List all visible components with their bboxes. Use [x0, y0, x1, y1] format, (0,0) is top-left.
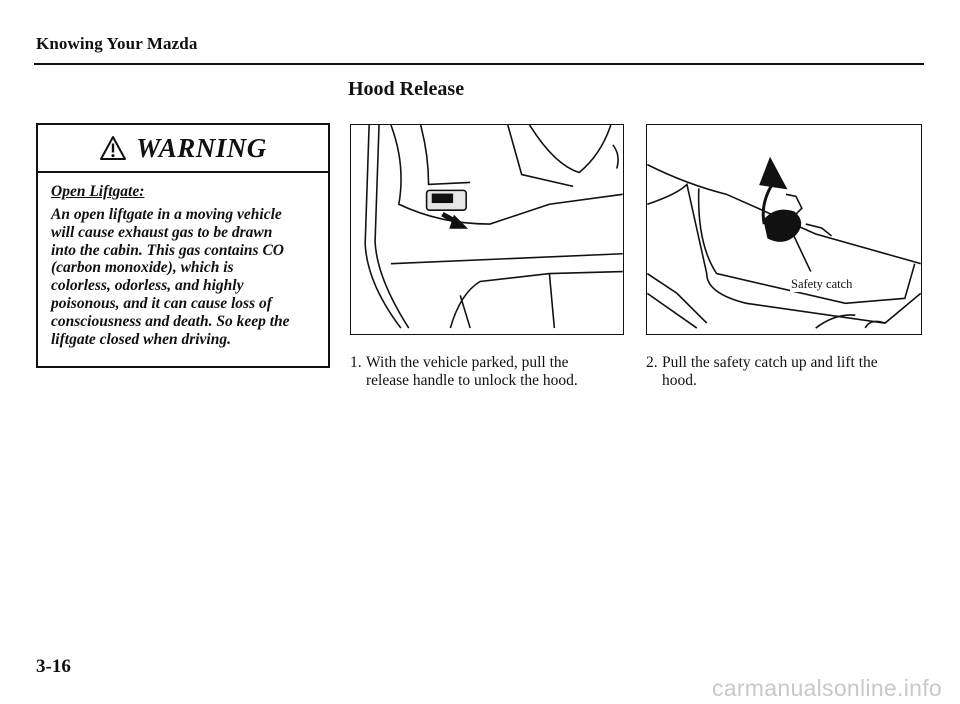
safety-catch-label: Safety catch: [791, 277, 853, 291]
hood-release-handle-illustration: [351, 125, 623, 334]
safety-catch-figure: [646, 124, 922, 335]
warning-line: will cause exhaust gas to be drawn: [51, 223, 273, 241]
warning-triangle-icon: [99, 135, 127, 161]
warning-line: (carbon monoxide), which is: [51, 259, 234, 277]
header-rule: [34, 63, 924, 65]
step-text: With the vehicle parked, pull the release handle to unlock the hood.: [366, 354, 578, 389]
section-title: Hood Release: [348, 78, 465, 100]
warning-subtitle: Open Liftgate:: [51, 183, 145, 200]
warning-line: colorless, odorless, and highly: [51, 277, 244, 295]
warning-box: [36, 123, 330, 368]
header-title: Knowing Your Mazda: [36, 34, 198, 53]
page-number: 3-16: [36, 656, 71, 677]
safety-catch-illustration: [647, 125, 921, 334]
warning-line: poisonous, and it can cause loss of: [51, 294, 272, 312]
step-number: 2.: [646, 354, 658, 371]
step-text: Pull the safety catch up and lift the hood.: [662, 354, 878, 389]
warning-line: An open liftgate in a moving vehicle: [51, 206, 282, 223]
warning-header: [38, 125, 328, 173]
hood-release-handle-figure: [350, 124, 624, 335]
warning-body: [38, 173, 328, 348]
warning-text: [51, 206, 314, 348]
watermark-text: carmanualsonline.info: [711, 675, 942, 701]
warning-line: liftgate closed when driving.: [51, 330, 231, 348]
warning-line: consciousness and death. So keep the: [51, 312, 290, 330]
warning-line: into the cabin. This gas contains CO: [51, 241, 284, 259]
step-2-caption: [646, 354, 916, 390]
warning-title: WARNING: [136, 132, 267, 163]
step-1-caption: [350, 354, 612, 390]
step-number: 1.: [350, 354, 362, 371]
